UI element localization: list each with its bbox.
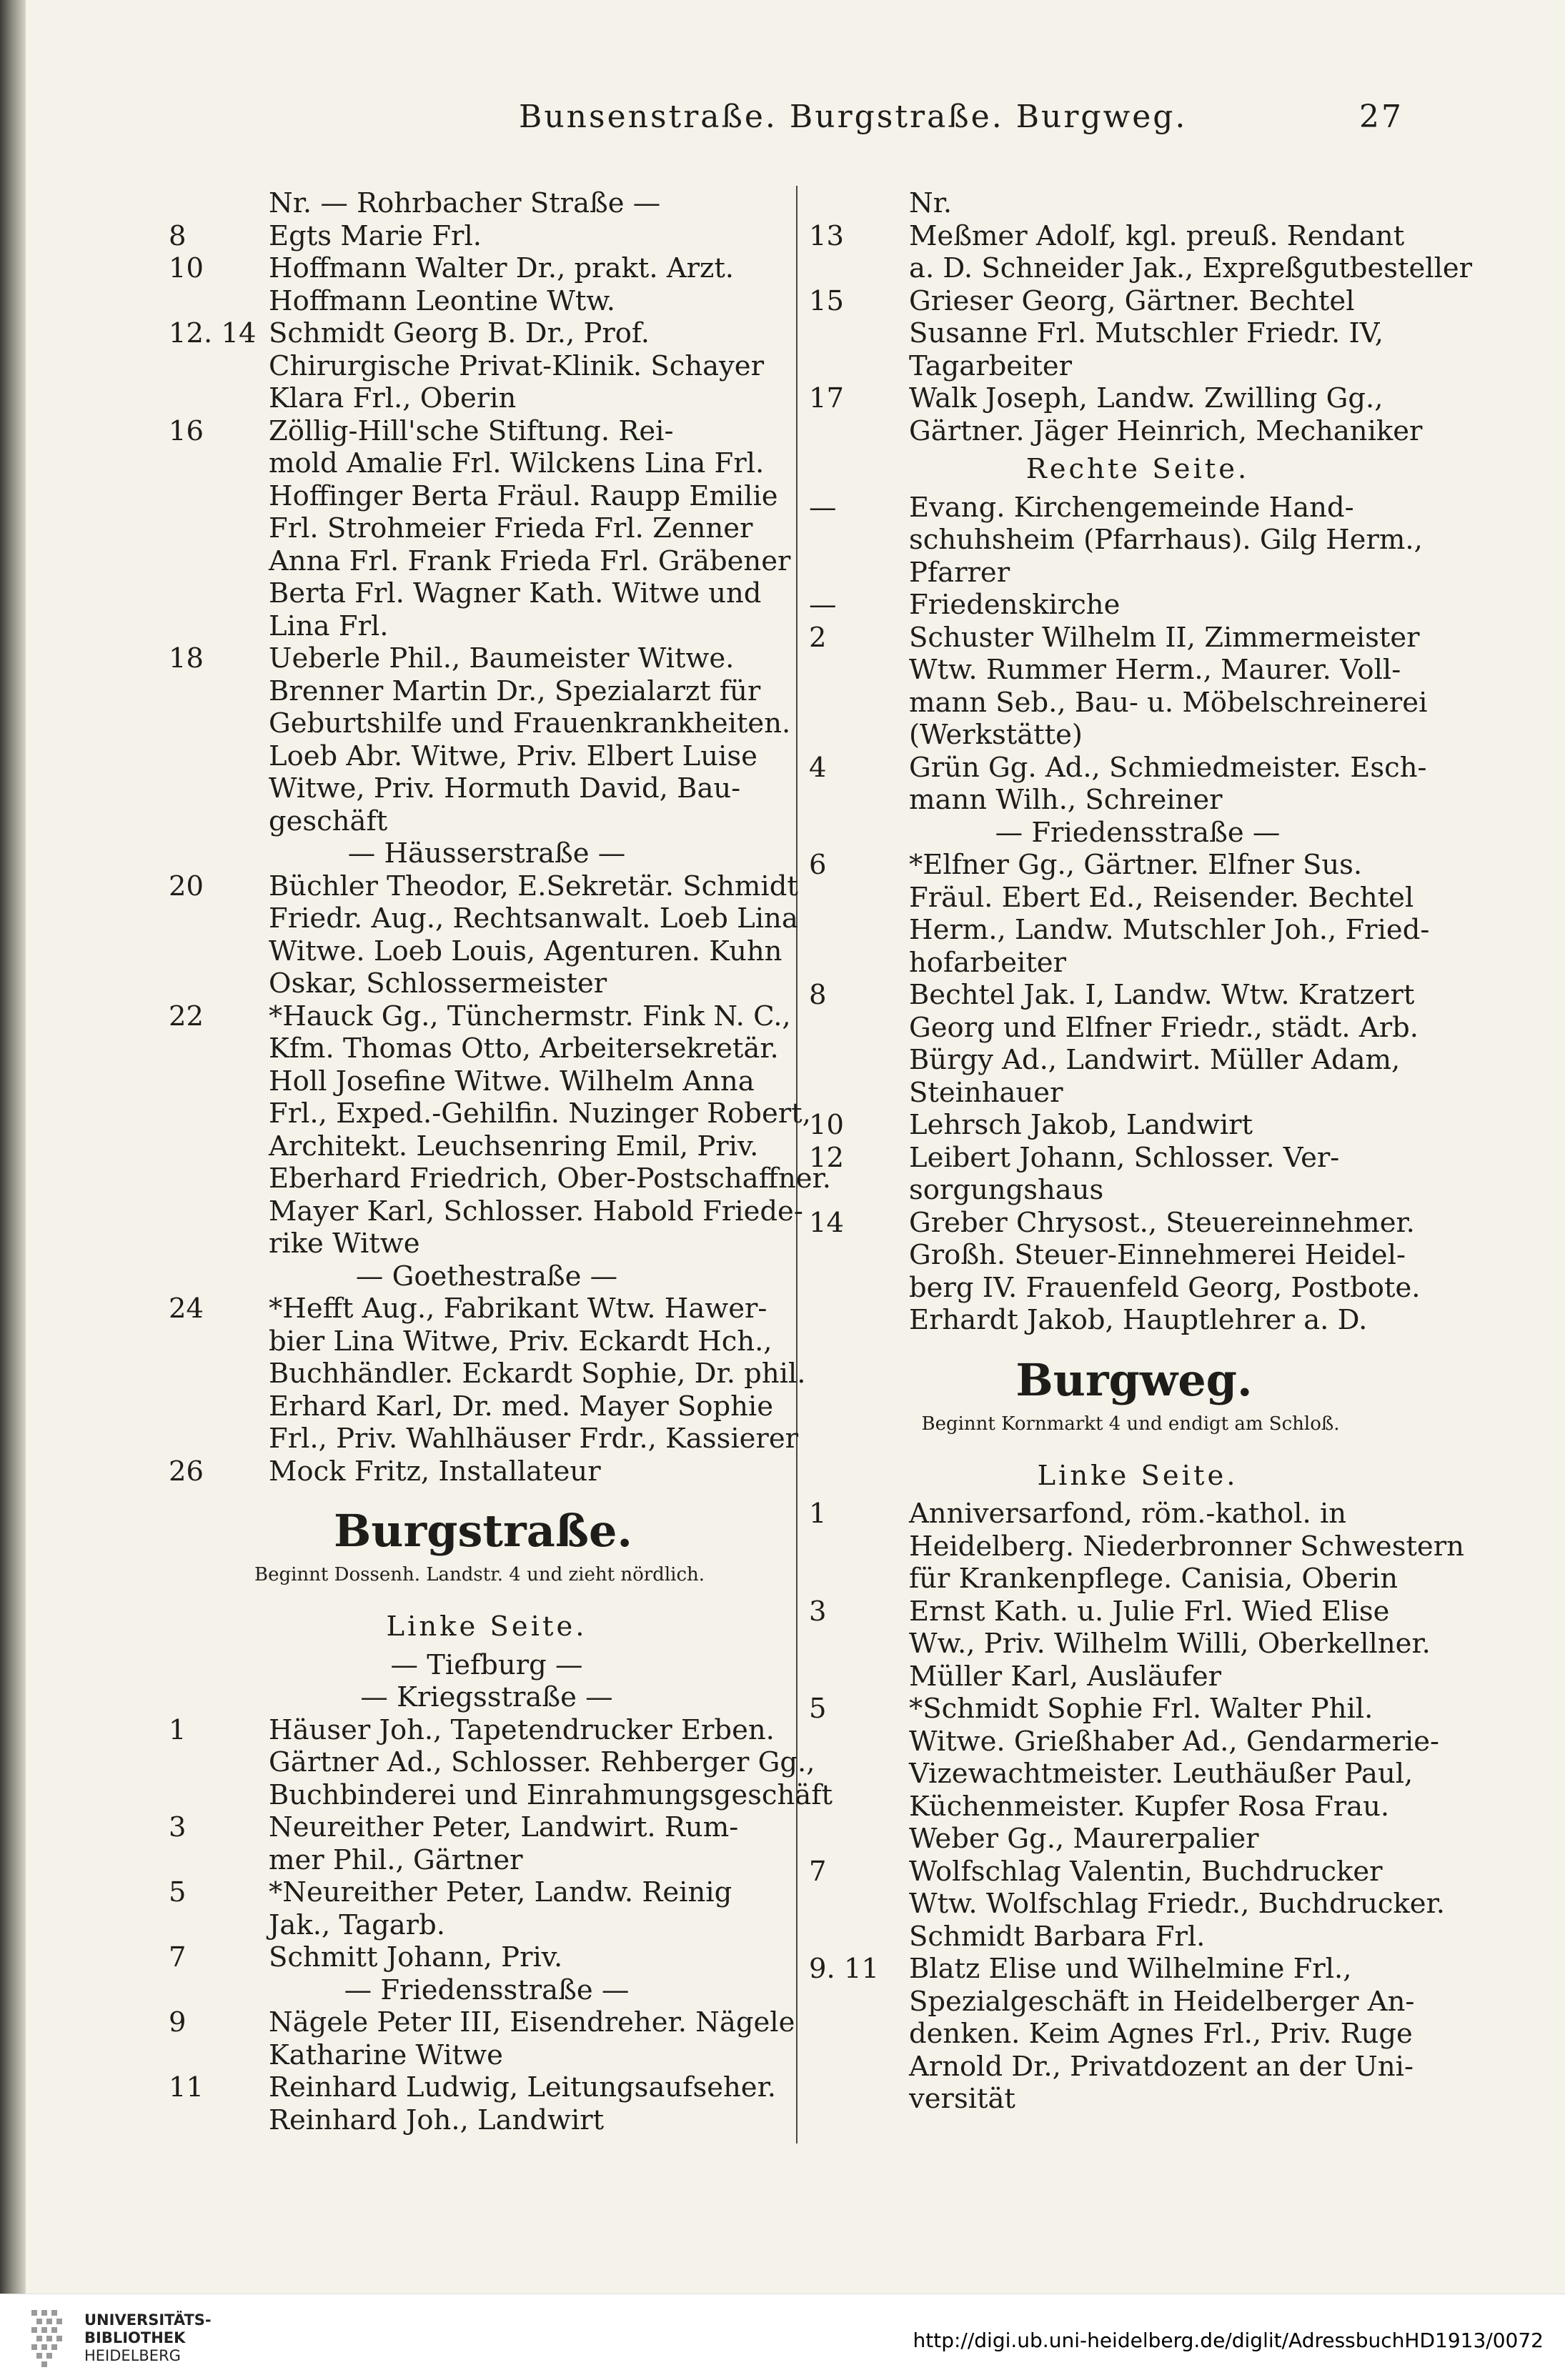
section-subtitle-burgstrasse: Beginnt Dossenh. Landstr. 4 und zieht nördlich.: [254, 1564, 705, 1585]
entry-continuation: Weber Gg., Maurerpalier: [909, 1823, 1259, 1855]
entry-continuation: Geburtshilfe und Frauenkrankheiten.: [269, 707, 791, 740]
directory-entry: [809, 1206, 1415, 1240]
library-logo-text: [84, 2311, 212, 2365]
entry-continuation: Großh. Steuer-Einnehmerei Heidel-: [909, 1239, 1406, 1271]
entry-continuation: Arnold Dr., Privatdozent an der Uni-: [909, 2050, 1414, 2083]
directory-entry: [169, 1941, 740, 1974]
house-number: 6: [809, 849, 827, 881]
entry-continuation: für Krankenpflege. Canisia, Oberin: [909, 1563, 1398, 1595]
entry-continuation: mann Wilh., Schreiner: [909, 784, 1223, 816]
directory-entry: [809, 1595, 1402, 1628]
directory-entry: [169, 642, 740, 675]
entry-continuation: Frl. Strohmeier Frieda Frl. Zenner: [269, 512, 753, 544]
entry-continuation: Friedr. Aug., Rechtsanwalt. Loeb Lina: [269, 902, 798, 935]
directory-entry: [809, 382, 1402, 415]
entry-continuation: Gärtner. Jäger Heinrich, Mechaniker: [909, 414, 1423, 447]
cross-street-divider: — Tiefburg —: [390, 1648, 583, 1681]
house-number: 3: [809, 1595, 827, 1628]
house-number: 5: [169, 1876, 187, 1908]
library-logo-icon: [29, 2309, 73, 2369]
entry-continuation: Jak., Tagarb.: [269, 1908, 445, 1941]
right-column-entries: [809, 187, 1473, 1337]
entry-continuation: bier Lina Witwe, Priv. Eckardt Hch.,: [269, 1325, 772, 1358]
entry-continuation: Architekt. Leuchsenring Emil, Priv.: [269, 1130, 759, 1162]
directory-entry: [809, 1693, 1402, 1726]
entry-continuation: Erhard Karl, Dr. med. Mayer Sophie: [269, 1390, 774, 1423]
directory-entry: [169, 2071, 776, 2104]
house-number: 4: [809, 751, 827, 784]
directory-entry: [169, 1713, 775, 1747]
cross-street-divider: — Häusserstraße —: [347, 837, 626, 870]
entry-continuation: Oskar, Schlossermeister: [269, 967, 607, 1000]
book-binding-edge: [0, 0, 26, 2294]
house-number: 10: [809, 1109, 844, 1141]
house-number: 9. 11: [809, 1953, 879, 1985]
house-number: 17: [809, 382, 844, 414]
entry-continuation: Kfm. Thomas Otto, Arbeitersekretär.: [269, 1032, 779, 1065]
entry-text: *Hefft Aug., Fabrikant Wtw. Hawer-: [269, 1293, 767, 1325]
directory-entry: [809, 1109, 1402, 1142]
entry-continuation: Bürgy Ad., Landwirt. Müller Adam,: [909, 1044, 1401, 1076]
entry-text: Ueberle Phil., Baumeister Witwe.: [269, 642, 735, 674]
entry-continuation: Wtw. Wolfschlag Friedr., Buchdrucker.: [909, 1888, 1445, 1920]
entry-continuation: rike Witwe: [269, 1228, 420, 1260]
house-number: 7: [809, 1855, 827, 1888]
entry-text: Schuster Wilhelm II, Zimmermeister: [909, 621, 1420, 654]
scanned-page: [26, 0, 1565, 2294]
side-label: Rechte Seite.: [1025, 453, 1250, 485]
entry-text: Lehrsch Jakob, Landwirt: [909, 1109, 1253, 1141]
entry-text: Leibert Johann, Schlosser. Ver-: [909, 1141, 1340, 1174]
entry-continuation: Müller Karl, Ausläufer: [909, 1660, 1222, 1693]
source-url-link[interactable]: http://digi.ub.uni-heidelberg.de/diglit/AdressbuchHD1913/0072: [913, 2329, 1544, 2352]
house-number: 16: [169, 414, 204, 447]
entry-continuation: Steinhauer: [909, 1076, 1063, 1109]
entry-text: Friedenskirche: [909, 589, 1121, 621]
entry-continuation: Mayer Karl, Schlosser. Habold Friede-: [269, 1195, 803, 1228]
entry-continuation: Lina Frl.: [269, 609, 389, 642]
entry-text: Grün Gg. Ad., Schmiedmeister. Esch-: [909, 751, 1427, 784]
house-number: 2: [809, 621, 827, 654]
entry-text: Büchler Theodor, E.Sekretär. Schmidt: [269, 870, 798, 902]
entry-text: Schmidt Georg B. Dr., Prof.: [269, 317, 650, 349]
section-subtitle-burgweg: Beginnt Kornmarkt 4 und endigt am Schloß.: [921, 1413, 1340, 1435]
house-number: 13: [809, 219, 844, 252]
entry-continuation: hofarbeiter: [909, 946, 1066, 979]
entry-continuation: Nr.: [909, 187, 953, 219]
house-number: —: [809, 491, 837, 524]
entry-continuation: Holl Josefine Witwe. Wilhelm Anna: [269, 1065, 755, 1097]
entry-text: Grieser Georg, Gärtner. Bechtel: [909, 284, 1355, 317]
entry-continuation: Spezialgeschäft in Heidelberger An-: [909, 1985, 1415, 2018]
entry-continuation: Georg und Elfner Friedr., städt. Arb.: [909, 1011, 1419, 1044]
house-number: 22: [169, 1000, 204, 1032]
entry-text: Meßmer Adolf, kgl. preuß. Rendant: [909, 219, 1405, 252]
house-number: 8: [809, 979, 827, 1011]
cross-street-divider: — Friedensstraße —: [995, 816, 1281, 849]
entry-text: *Schmidt Sophie Frl. Walter Phil.: [909, 1693, 1373, 1725]
house-number: 11: [169, 2071, 204, 2103]
directory-entry: [169, 220, 740, 253]
entry-continuation: Reinhard Joh., Landwirt: [269, 2103, 605, 2136]
house-number: 7: [169, 1941, 187, 1973]
entry-continuation: Gärtner Ad., Schlosser. Rehberger Gg.,: [269, 1746, 815, 1778]
directory-entry: [809, 589, 1402, 622]
logo-line-1: UNIVERSITÄTS-: [84, 2311, 212, 2329]
house-number: 9: [169, 2006, 187, 2038]
entry-continuation: versität: [909, 2083, 1015, 2115]
entry-continuation: Frl., Priv. Wahlhäuser Frdr., Kassierer: [269, 1423, 799, 1455]
directory-entry: [809, 1142, 1402, 1175]
entry-continuation: denken. Keim Agnes Frl., Priv. Ruge: [909, 2018, 1413, 2050]
entry-text: Wolfschlag Valentin, Buchdrucker: [909, 1855, 1383, 1888]
directory-entry: [809, 492, 1402, 524]
house-number: 15: [809, 284, 844, 317]
house-number: 5: [809, 1693, 827, 1725]
entry-continuation: Hoffmann Leontine Wtw.: [269, 284, 615, 317]
entry-text: Mock Fritz, Installateur: [269, 1455, 601, 1488]
section-title-burgstrasse: Burgstraße.: [333, 1505, 632, 1557]
entry-continuation: Pfarrer: [909, 556, 1010, 589]
entry-continuation: Susanne Frl. Mutschler Friedr. IV,: [909, 317, 1383, 349]
right-column-entries-2: [809, 1498, 1464, 2116]
entry-continuation: Katharine Witwe: [269, 2038, 503, 2071]
directory-entry: [169, 2006, 795, 2039]
entry-continuation: Witwe, Priv. Hormuth David, Bau-: [269, 772, 741, 805]
entry-text: Greber Chrysost., Steuereinnehmer.: [909, 1206, 1415, 1239]
entry-continuation: Frl., Exped.-Gehilfin. Nuzinger Robert,: [269, 1097, 811, 1130]
entry-continuation: berg IV. Frauenfeld Georg, Postbote.: [909, 1271, 1421, 1304]
entry-continuation: Nr. — Rohrbacher Straße —: [269, 187, 661, 219]
house-number: 12. 14: [169, 317, 257, 349]
entry-continuation: Fräul. Ebert Ed., Reisender. Bechtel: [909, 881, 1414, 914]
entry-continuation: Küchenmeister. Kupfer Rosa Frau.: [909, 1790, 1390, 1823]
directory-entry: [809, 1953, 1402, 1986]
entry-continuation: mann Seb., Bau- u. Möbelschreinerei: [909, 686, 1428, 719]
house-number: 24: [169, 1293, 204, 1325]
house-number: 18: [169, 642, 204, 674]
entry-text: Hoffmann Walter Dr., prakt. Arzt.: [269, 252, 735, 284]
house-number: 26: [169, 1455, 204, 1488]
directory-entry: [169, 1811, 740, 1844]
entry-text: Walk Joseph, Landw. Zwilling Gg.,: [909, 382, 1383, 414]
entry-continuation: mold Amalie Frl. Wilckens Lina Frl.: [269, 447, 765, 479]
section-title-burgweg: Burgweg.: [1015, 1353, 1253, 1406]
house-number: —: [809, 589, 837, 621]
entry-continuation: Berta Frl. Wagner Kath. Witwe und: [269, 577, 762, 609]
directory-entry: [169, 1293, 767, 1325]
entry-continuation: Chirurgische Privat-Klinik. Schayer: [269, 349, 764, 382]
entry-continuation: Wtw. Rummer Herm., Maurer. Voll-: [909, 654, 1401, 686]
entry-continuation: Witwe. Loeb Louis, Agenturen. Kuhn: [269, 935, 782, 967]
house-number: 10: [169, 252, 204, 284]
house-number: 3: [169, 1811, 187, 1843]
directory-entry: [169, 1876, 740, 1909]
entry-continuation: Buchbinderei und Einrahmungsgeschäft: [269, 1778, 833, 1811]
directory-entry: [169, 1000, 791, 1033]
page-header: [26, 93, 1565, 136]
entry-continuation: (Werkstätte): [909, 719, 1083, 751]
directory-entry: [809, 1498, 1402, 1530]
directory-entry: [809, 285, 1402, 318]
entry-text: Häuser Joh., Tapetendrucker Erben.: [269, 1713, 775, 1746]
left-column-entries-2: [169, 1648, 833, 2137]
entry-continuation: Schmidt Barbara Frl.: [909, 1920, 1206, 1953]
entry-text: Schmitt Johann, Priv.: [269, 1941, 563, 1973]
directory-entry: [169, 252, 740, 285]
house-number: 8: [169, 219, 187, 252]
cross-street-divider: — Friedensstraße —: [344, 1973, 630, 2006]
entry-continuation: mer Phil., Gärtner: [269, 1843, 523, 1876]
page-number: 27: [1359, 99, 1403, 135]
right-column: [809, 187, 1473, 2116]
house-number: 20: [169, 870, 204, 902]
entry-continuation: a. D. Schneider Jak., Expreßgutbesteller: [909, 252, 1473, 284]
entry-continuation: schuhsheim (Pfarrhaus). Gilg Herm.,: [909, 524, 1423, 556]
entry-text: Egts Marie Frl.: [269, 219, 482, 252]
logo-line-2: BIBLIOTHEK: [84, 2329, 186, 2346]
entry-continuation: Klara Frl., Oberin: [269, 382, 517, 414]
entry-text: *Hauck Gg., Tünchermstr. Fink N. C.,: [269, 1000, 791, 1032]
house-number: 12: [809, 1141, 844, 1174]
entry-continuation: geschäft: [269, 805, 388, 837]
entry-text: Ernst Kath. u. Julie Frl. Wied Elise: [909, 1595, 1390, 1628]
entry-text: Evang. Kirchengemeinde Hand-: [909, 491, 1354, 524]
entry-text: Zöllig-Hill'sche Stiftung. Rei-: [269, 414, 674, 447]
side-label-right: Linke Seite.: [1037, 1459, 1238, 1492]
entry-continuation: Eberhard Friedrich, Ober-Postschaffner.: [269, 1162, 831, 1195]
logo-line-3: HEIDELBERG: [84, 2347, 181, 2364]
footer: [0, 2294, 1565, 2380]
entry-text: Neureither Peter, Landwirt. Rum-: [269, 1811, 739, 1843]
entry-continuation: Buchhändler. Eckardt Sophie, Dr. phil.: [269, 1358, 806, 1390]
side-label-left: Linke Seite.: [386, 1610, 587, 1643]
directory-entry: [809, 849, 1402, 882]
entry-text: *Neureither Peter, Landw. Reinig: [269, 1876, 732, 1908]
directory-entry: [809, 979, 1415, 1012]
entry-continuation: Hoffinger Berta Fräul. Raupp Emilie: [269, 479, 778, 512]
running-head: Bunsenstraße. Burgstraße. Burgweg.: [519, 99, 1188, 135]
directory-entry: [809, 621, 1420, 654]
directory-entry: [169, 317, 740, 350]
house-number: 14: [809, 1206, 844, 1239]
entry-continuation: Anna Frl. Frank Frieda Frl. Gräbener: [269, 544, 791, 577]
entry-text: Reinhard Ludwig, Leitungsaufseher.: [269, 2071, 776, 2103]
entry-text: Bechtel Jak. I, Landw. Wtw. Kratzert: [909, 979, 1415, 1011]
directory-entry: [169, 415, 740, 448]
entry-continuation: Ww., Priv. Wilhelm Willi, Oberkellner.: [909, 1628, 1431, 1660]
entry-continuation: Herm., Landw. Mutschler Joh., Fried-: [909, 914, 1430, 946]
cross-street-divider: — Kriegsstraße —: [360, 1681, 613, 1713]
entry-continuation: Tagarbeiter: [909, 349, 1073, 382]
directory-entry: [169, 870, 798, 903]
house-number: 1: [169, 1713, 187, 1746]
entry-continuation: Brenner Martin Dr., Spezialarzt für: [269, 674, 761, 707]
entry-text: Anniversarfond, röm.-kathol. in: [909, 1498, 1347, 1530]
entry-text: *Elfner Gg., Gärtner. Elfner Sus.: [909, 849, 1363, 881]
directory-entry: [169, 1455, 740, 1488]
cross-street-divider: — Goethestraße —: [355, 1260, 618, 1293]
entry-continuation: sorgungshaus: [909, 1174, 1104, 1206]
entry-text: Nägele Peter III, Eisendreher. Nägele: [269, 2006, 795, 2038]
entry-text: Blatz Elise und Wilhelmine Frl.,: [909, 1953, 1352, 1985]
entry-continuation: Vizewachtmeister. Leuthäußer Paul,: [909, 1758, 1414, 1790]
entry-continuation: Loeb Abr. Witwe, Priv. Elbert Luise: [269, 740, 757, 772]
entry-continuation: Erhardt Jakob, Hauptlehrer a. D.: [909, 1304, 1368, 1336]
house-number: 1: [809, 1498, 827, 1530]
entry-continuation: Witwe. Grießhaber Ad., Gendarmerie-: [909, 1725, 1439, 1758]
entry-continuation: Heidelberg. Niederbronner Schwestern: [909, 1530, 1464, 1563]
directory-entry: [809, 751, 1427, 785]
directory-entry: [809, 1856, 1402, 1888]
directory-entry: [809, 219, 1405, 253]
